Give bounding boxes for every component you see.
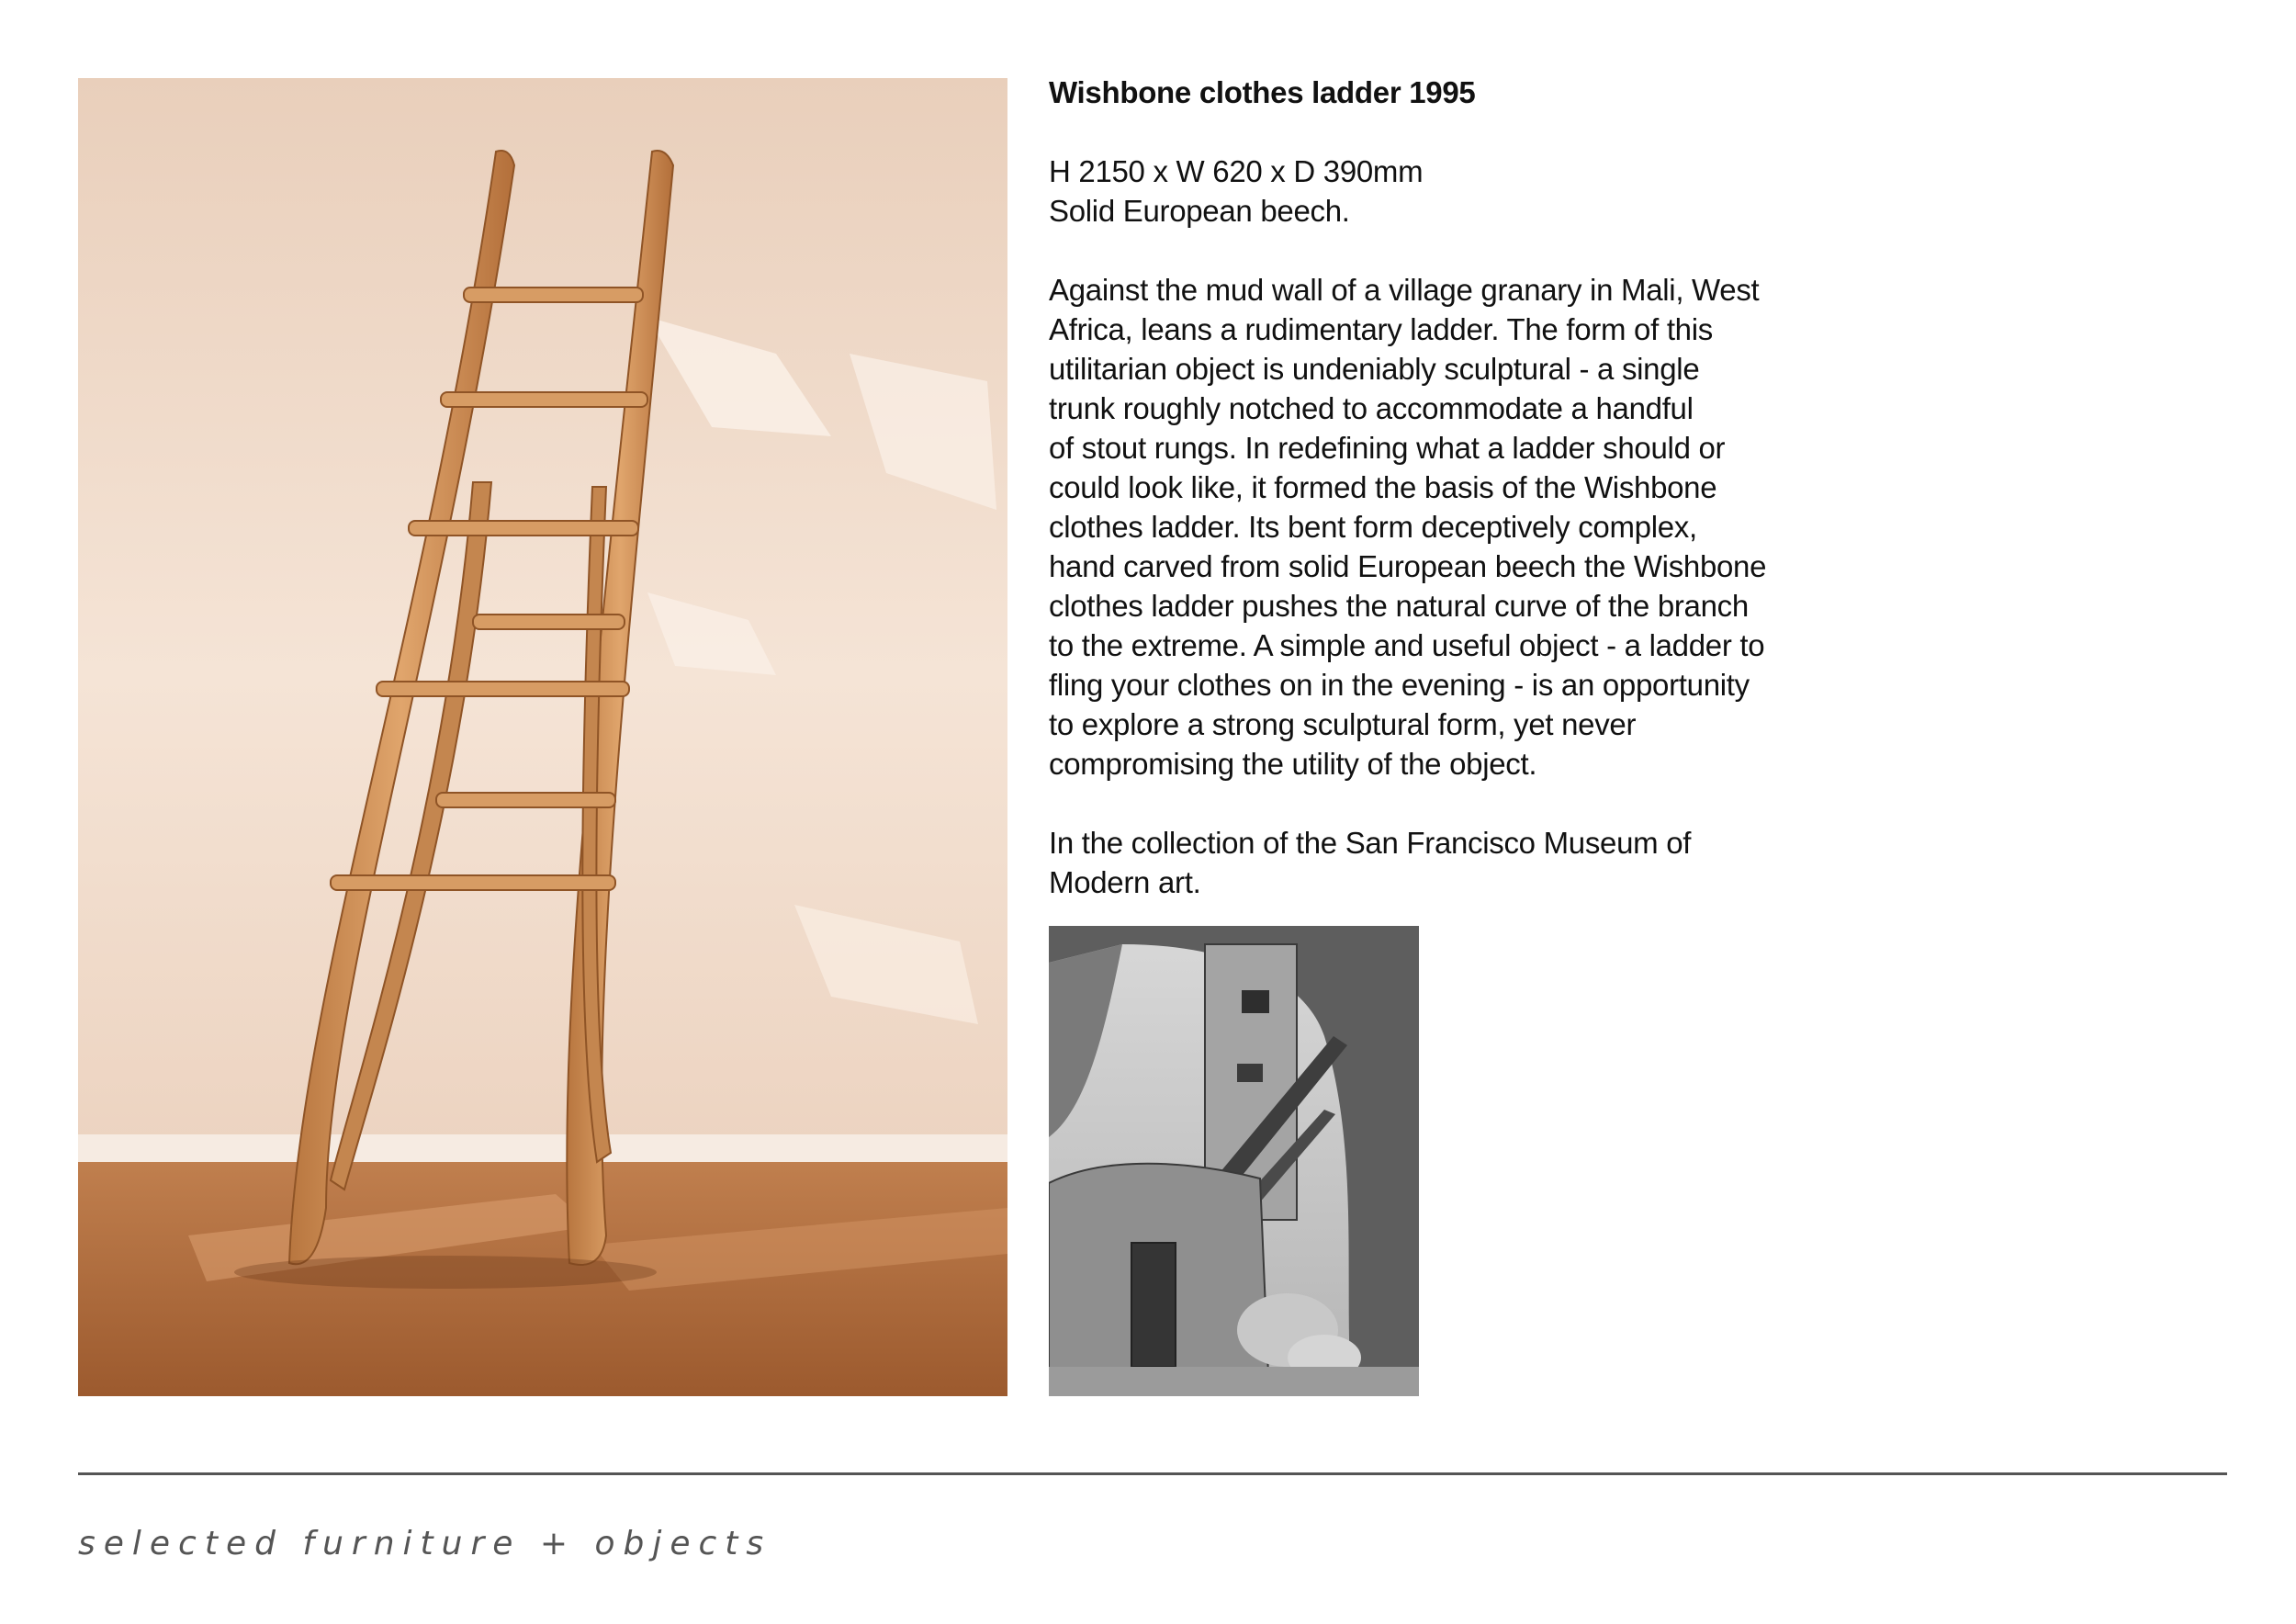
ladder-rung [441,392,647,407]
ladder-rung [436,793,615,807]
description-line: of stout rungs. In redefining what a ladder should or [1049,431,1726,465]
description-column [1049,73,1839,902]
description-line: hand carved from solid European beech the Wishbone [1049,549,1767,583]
description-line: trunk roughly notched to accommodate a handful [1049,391,1694,425]
description-line: to explore a strong sculptural form, yet never [1049,707,1637,741]
granary-door [1131,1243,1176,1367]
ground [1049,1367,1419,1396]
description-line: to the extreme. A simple and useful object - a ladder to [1049,628,1765,662]
description-line: Against the mud wall of a village granary in Mali, West [1049,273,1760,307]
ladder-illustration [78,78,1007,1396]
collection-line: Modern art. [1049,865,1201,899]
granary-illustration [1049,926,1419,1396]
description-line: compromising the utility of the object. [1049,747,1537,781]
ladder-shadow [234,1256,657,1289]
ladder-rung [473,615,625,629]
ladder-rung [409,521,638,536]
product-description [1049,270,1839,784]
collection-line: In the collection of the San Francisco Museum of [1049,826,1692,860]
granary-window [1237,1064,1263,1082]
description-line: Africa, leans a rudimentary ladder. The form of this [1049,312,1713,346]
granary-window [1242,990,1269,1013]
product-dimensions: H 2150 x W 620 x D 390mm [1049,154,1424,188]
granary-reference-photo [1049,926,1419,1396]
footer-divider [78,1472,2227,1475]
description-line: could look like, it formed the basis of the Wishbone [1049,470,1717,504]
description-line: fling your clothes on in the evening - is an opportunity [1049,668,1750,702]
description-line: utilitarian object is undeniably sculptural - a single [1049,352,1700,386]
product-title: Wishbone clothes ladder 1995 [1049,75,1476,109]
description-line: clothes ladder pushes the natural curve of the branch [1049,589,1749,623]
ladder-rung [331,875,615,890]
ladder-rung [377,682,629,696]
main-product-photo [78,78,1007,1396]
product-material: Solid European beech. [1049,194,1350,228]
description-line: clothes ladder. Its bent form deceptively complex, [1049,510,1697,544]
footer-label: selected furniture + objects [78,1525,772,1562]
ladder-rung [464,288,643,302]
collection-note [1049,823,1839,902]
